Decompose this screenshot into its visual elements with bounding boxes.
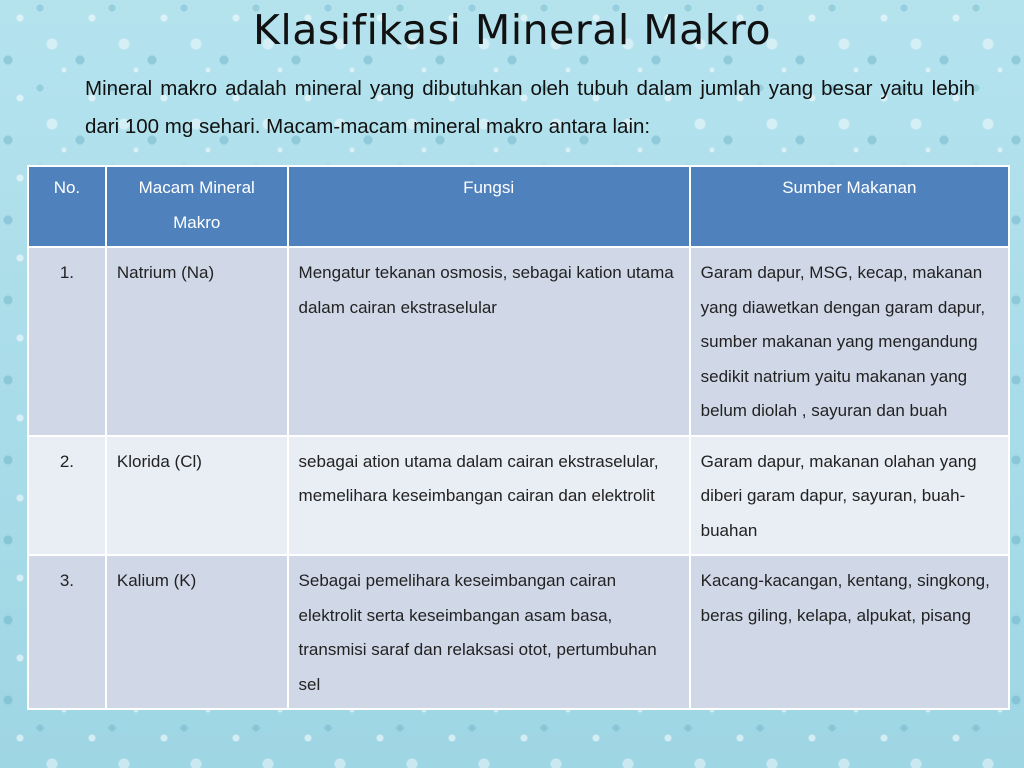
row-sumber-makanan: Garam dapur, makanan olahan yang diberi garam dapur, sayuran, buah-buahan: [690, 436, 1009, 556]
header-sumber-makanan: Sumber Makanan: [690, 166, 1009, 247]
row-mineral-name: Klorida (Cl): [106, 436, 288, 556]
row-no: 3.: [28, 555, 106, 709]
row-fungsi: sebagai ation utama dalam cairan ekstraselular, memelihara keseimbangan cairan dan elektrolit: [288, 436, 690, 556]
row-no: 1.: [28, 247, 106, 436]
row-fungsi: Sebagai pemelihara keseimbangan cairan elektrolit serta keseimbangan asam basa, transmisi saraf dan relaksasi otot, pertumbuhan sel: [288, 555, 690, 709]
header-fungsi: Fungsi: [288, 166, 690, 247]
row-mineral-name: Kalium (K): [106, 555, 288, 709]
intro-paragraph: Mineral makro adalah mineral yang dibutuhkan oleh tubuh dalam jumlah yang besar yaitu lebih dari 100 mg sehari. Macam-macam mineral makro antara lain:: [85, 77, 975, 138]
row-fungsi: Mengatur tekanan osmosis, sebagai kation utama dalam cairan ekstraselular: [288, 247, 690, 436]
table-row: [28, 555, 1009, 709]
slide-title: Klasifikasi Mineral Makro: [252, 6, 772, 54]
table-header-row: [28, 166, 1009, 247]
row-no: 2.: [28, 436, 106, 556]
row-sumber-makanan: Garam dapur, MSG, kecap, makanan yang diawetkan dengan garam dapur, sumber makanan yang mengandung sedikit natrium yaitu makanan yang belum diolah , sayuran dan buah: [690, 247, 1009, 436]
table-row: [28, 436, 1009, 556]
row-sumber-makanan: Kacang-kacangan, kentang, singkong, beras giling, kelapa, alpukat, pisang: [690, 555, 1009, 709]
table-row: [28, 247, 1009, 436]
row-mineral-name: Natrium (Na): [106, 247, 288, 436]
header-mineral-name: Macam Mineral Makro: [106, 166, 288, 247]
mineral-table: [27, 165, 1010, 710]
header-no: No.: [28, 166, 106, 247]
